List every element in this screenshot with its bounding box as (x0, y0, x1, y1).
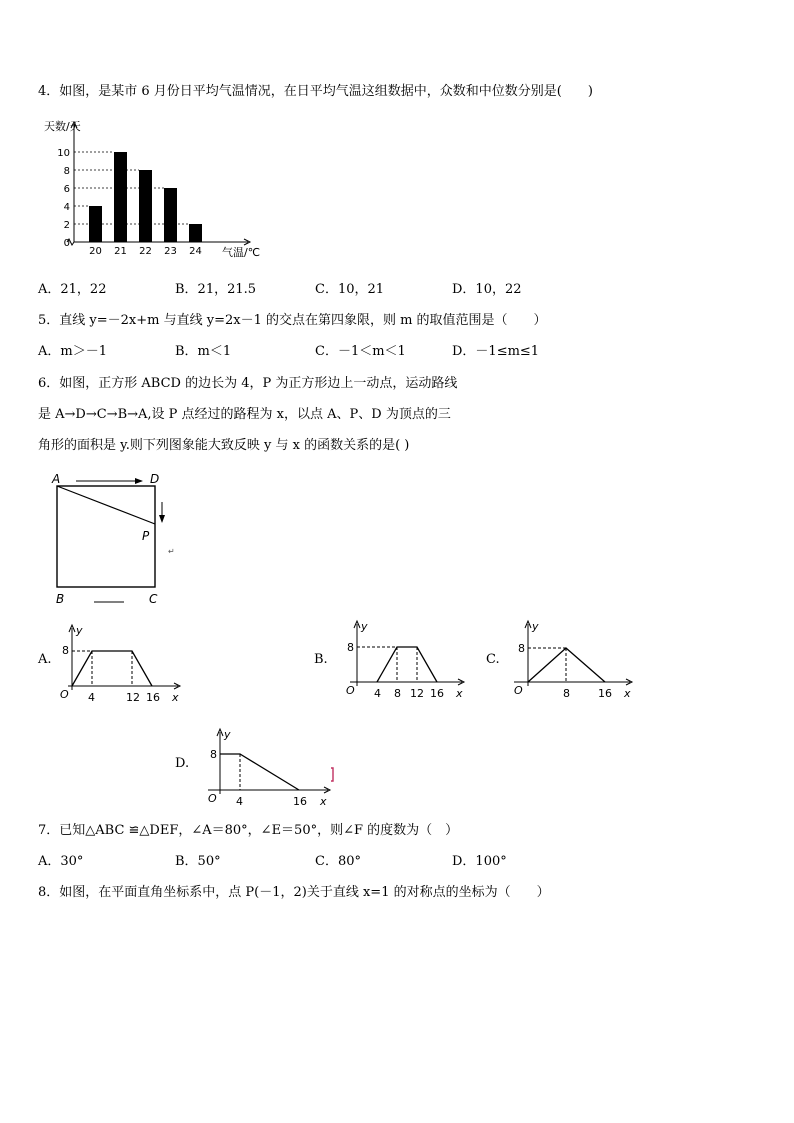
bar-21 (114, 152, 127, 242)
svg-text:16: 16 (598, 687, 612, 700)
q7-option-c[interactable]: C．80° (315, 854, 361, 869)
square-abcd (57, 486, 155, 587)
svg-text:4: 4 (374, 687, 381, 700)
svg-text:O: O (60, 688, 69, 701)
x-tick-label: 24 (189, 246, 202, 257)
vertex-b-label: B (56, 592, 65, 606)
question-6-line-2: 是 A→D→C→B→A,设 P 点经过的路程为 x，以点 A、P、D 为顶点的三 (38, 407, 451, 422)
svg-text:x: x (456, 687, 463, 700)
q7-option-b[interactable]: B．50° (175, 854, 221, 869)
svg-text:x: x (320, 795, 327, 808)
svg-text:x: x (172, 691, 179, 704)
vertex-a-label: A (52, 472, 61, 486)
vertex-d-label: D (150, 472, 160, 486)
q5-option-d[interactable]: D．－1≤m≤1 (452, 344, 540, 359)
svg-text:y: y (224, 728, 231, 741)
q5-option-b[interactable]: B．m＜1 (175, 344, 232, 359)
svg-text:y: y (532, 620, 539, 633)
svg-text:4: 4 (236, 795, 243, 808)
point-p-label: P (142, 529, 150, 543)
question-4-text: 4．如图，是某市 6 月份日平均气温情况，在日平均气温这组数据中，众数和中位数分别是( ) (38, 84, 593, 99)
x-tick-label: 22 (139, 246, 152, 257)
q4-option-d[interactable]: D．10，22 (452, 282, 522, 297)
svg-text:16: 16 (293, 795, 307, 808)
svg-text:12: 12 (410, 687, 424, 700)
svg-text:8: 8 (518, 642, 525, 655)
q4-option-c[interactable]: C．10，21 (315, 282, 385, 297)
x-tick-label: 21 (114, 246, 127, 257)
q6-option-a[interactable]: A. (38, 652, 52, 667)
svg-text:O: O (208, 792, 217, 805)
return-mark: ↵ (168, 547, 175, 556)
svg-text:x: x (624, 687, 631, 700)
bracket-mark (331, 768, 333, 781)
svg-text:4: 4 (88, 691, 95, 704)
question-8-text: 8．如图，在平面直角坐标系中，点 P(－1，2)关于直线 x=1 的对称点的坐标为（ ） (38, 885, 550, 900)
question-6-line-3: 角形的面积是 y.则下列图象能大致反映 y 与 x 的函数关系的是( ) (38, 438, 410, 453)
q4-option-b[interactable]: B．21，21.5 (175, 282, 257, 297)
svg-text:O: O (514, 684, 523, 697)
y-tick-label: 6 (63, 184, 70, 195)
question-5-text: 5．直线 y=－2x+m 与直线 y=2x－1 的交点在第四象限，则 m 的取值范围是（ ） (38, 313, 547, 328)
bar-23 (164, 188, 177, 242)
vertex-c-label: C (149, 592, 158, 606)
x-axis-label: 气温/℃ (222, 246, 261, 259)
graph-option-a[interactable] (56, 620, 186, 710)
temperature-bar-chart (36, 114, 276, 264)
svg-text:y: y (361, 620, 368, 633)
svg-text:12: 12 (126, 691, 140, 704)
graph-d-curve (220, 754, 299, 790)
svg-text:16: 16 (430, 687, 444, 700)
q5-option-a[interactable]: A．m＞－1 (38, 344, 107, 359)
q7-option-a[interactable]: A．30° (38, 854, 84, 869)
y-tick-label: 4 (63, 202, 70, 213)
svg-text:O: O (346, 684, 355, 697)
segment-ap (57, 486, 155, 524)
y-axis-label: 天数/天 (44, 120, 81, 133)
bar-22 (139, 170, 152, 242)
svg-text:8: 8 (62, 644, 69, 657)
square-figure (50, 470, 200, 610)
question-6-line-1: 6．如图，正方形 ABCD 的边长为 4，P 为正方形边上一动点，运动路线 (38, 376, 458, 391)
x-tick-label: 20 (89, 246, 102, 257)
svg-text:y: y (76, 624, 83, 637)
y-tick-label: 0 (63, 238, 70, 249)
graph-b-curve (377, 647, 437, 682)
svg-text:8: 8 (210, 748, 217, 761)
question-7-text: 7．已知△ABC ≌△DEF，∠A＝80°，∠E＝50°，则∠F 的度数为（ ） (38, 823, 459, 838)
graph-option-c[interactable] (508, 618, 638, 698)
graph-option-d[interactable] (200, 724, 340, 808)
svg-text:8: 8 (563, 687, 570, 700)
q5-option-c[interactable]: C．－1＜m＜1 (315, 344, 406, 359)
x-tick-label: 23 (164, 246, 177, 257)
y-tick-label: 8 (63, 166, 70, 177)
svg-text:8: 8 (394, 687, 401, 700)
svg-text:8: 8 (347, 641, 354, 654)
graph-a-curve (72, 651, 152, 686)
q6-option-b[interactable]: B. (314, 652, 328, 667)
svg-text:16: 16 (146, 691, 160, 704)
bar-24 (189, 224, 202, 242)
q6-option-c[interactable]: C. (486, 652, 500, 667)
graph-option-b[interactable] (340, 618, 470, 698)
q7-option-d[interactable]: D．100° (452, 854, 507, 869)
y-tick-label: 2 (63, 220, 70, 231)
y-tick-label: 10 (57, 148, 70, 159)
q4-option-a[interactable]: A．21，22 (38, 282, 107, 297)
q6-option-d[interactable]: D. (175, 756, 190, 771)
